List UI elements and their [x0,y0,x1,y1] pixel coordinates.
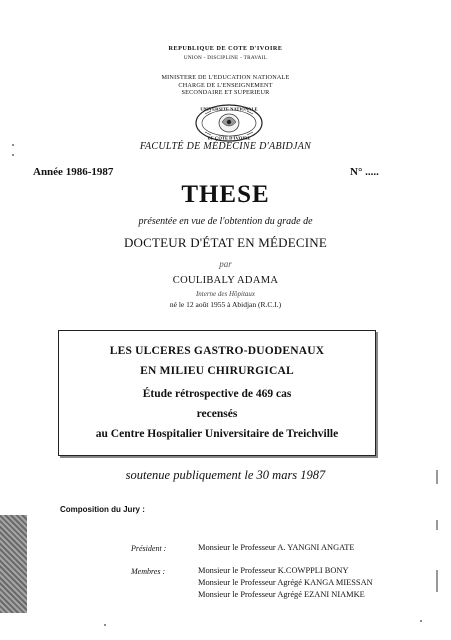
member-name: Monsieur le Professeur Agrégé KANGA MIESSAN [198,578,373,587]
president-name: Monsieur le Professeur A. YANGNI ANGATE [198,543,355,552]
university-seal-icon [191,102,267,144]
defense-date: soutenue publiquement le 30 mars 1987 [125,468,326,482]
scan-speck [12,144,14,146]
topic-line: Étude rétrospective de 469 cas [142,388,292,400]
faculty-name: FACULTÉ DE MÉDECINE D'ABIDJAN [139,141,312,152]
author-birth: né le 12 août 1955 à Abidjan (R.C.I.) [169,300,282,309]
ministry-line: CHARGE DE L'ENSEIGNEMENT [178,81,273,89]
member-name: Monsieur le Professeur K.COWPPLI BONY [198,566,349,575]
academic-year: Année 1986-1987 [33,166,114,178]
topic-line: LES ULCERES GASTRO-DUODENAUX [109,345,325,357]
thesis-title: THESE [181,181,270,208]
scan-artifact-right [436,470,438,484]
member-name: Monsieur le Professeur Agrégé EZANI NIAMKE [198,590,365,599]
seal-bottom-text: DE COTE D'IVOIRE [207,135,251,141]
scan-speck [420,620,422,622]
ministry-line: SECONDAIRE ET SUPERIEUR [181,89,270,97]
scan-artifact-right [436,570,438,592]
topic-line: recensés [196,408,238,420]
jury-title: Composition du Jury : [60,505,145,514]
scan-artifact-right [436,520,438,530]
scan-speck [104,624,106,626]
author-role: Interne des Hôpitaux [195,290,256,298]
topic-line: EN MILIEU CHIRURGICAL [140,365,294,377]
author-name: COULIBALY ADAMA [172,275,279,286]
ministry-block [0,74,451,97]
president-label: Président : [131,544,167,553]
topic-box [58,330,376,456]
republic-title: REPUBLIQUE DE COTE D'IVOIRE [168,45,283,52]
scan-artifact-left [0,515,27,613]
topic-line: au Centre Hospitalier Universitaire de Treichville [95,428,339,440]
thesis-number: N° ..... [350,166,379,178]
seal-top-text: UNIVERSITE NATIONALE [200,106,258,112]
national-motto: UNION - DISCIPLINE - TRAVAIL [183,55,268,61]
by-label: par [219,259,232,269]
ministry-line: MINISTERE DE L'EDUCATION NATIONALE [161,74,290,81]
members-label: Membres : [131,567,166,576]
presented-for: présentée en vue de l'obtention du grade de [138,216,313,227]
degree-name: DOCTEUR D'ÉTAT EN MÉDECINE [123,235,328,250]
scan-speck [12,154,14,156]
